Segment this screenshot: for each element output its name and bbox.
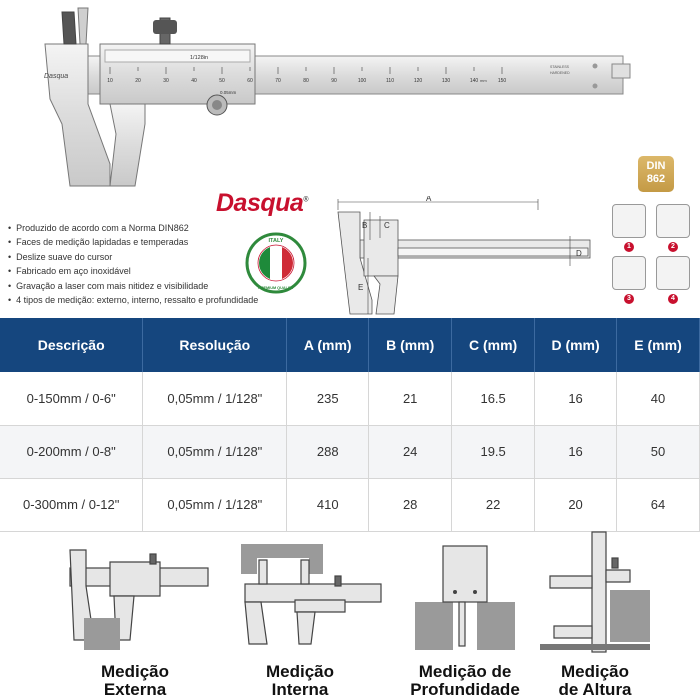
mode-depth-icon — [656, 256, 690, 290]
din-badge — [638, 156, 674, 192]
column-header: B (mm) — [369, 318, 452, 372]
table-cell: 16 — [535, 425, 617, 478]
table-row — [0, 425, 700, 478]
scale-number: 130 — [441, 78, 451, 84]
brand-logo: Dasqua® — [216, 189, 308, 217]
column-header: A (mm) — [287, 318, 369, 372]
feature-item: • Gravação a laser com mais nitidez e visibilidade — [8, 279, 308, 293]
feature-item: • Produzido de acordo com a Norma DIN862 — [8, 221, 308, 235]
scale-number: 150 — [497, 78, 507, 84]
column-header: Resolução — [143, 318, 287, 372]
scale-number: 50 — [219, 78, 225, 84]
height-measurement-illustration — [540, 530, 650, 655]
column-header: D (mm) — [535, 318, 617, 372]
caliper-resolution-engraving: 0.05mm — [220, 90, 237, 95]
table-cell: 19.5 — [452, 425, 535, 478]
internal-measurement-illustration — [235, 540, 385, 650]
mode-internal-icon — [656, 204, 690, 238]
dim-label-a: A — [426, 196, 432, 203]
table-cell: 16 — [535, 372, 617, 425]
table-cell: 24 — [369, 425, 452, 478]
scale-number: 40 — [191, 78, 197, 84]
mode-number: 2 — [668, 242, 678, 252]
scale-number: 10 — [107, 78, 113, 84]
table-cell: 0,05mm / 1/128" — [143, 372, 287, 425]
caliper-brand-engraving: Dasqua — [44, 73, 69, 80]
mode-label-external: Medição Externa — [100, 662, 170, 699]
external-measurement-illustration — [60, 540, 210, 650]
column-header: E (mm) — [617, 318, 700, 372]
table-cell: 0-200mm / 0-8" — [0, 425, 143, 478]
feature-item: • 4 tipos de medição: externo, interno, ressalto e profundidade — [8, 293, 308, 307]
scale-number: 120 — [413, 78, 423, 84]
table-cell: 0-150mm / 0-6" — [0, 372, 143, 425]
specification-table — [0, 318, 700, 532]
dim-label-e: E — [358, 283, 364, 292]
table-cell: 410 — [287, 478, 369, 531]
feature-item: • Deslize suave do cursor — [8, 250, 308, 264]
table-cell: 64 — [617, 478, 700, 531]
table-cell: 288 — [287, 425, 369, 478]
mode-number: 3 — [624, 294, 634, 304]
dim-label-c: C — [384, 221, 390, 230]
table-cell: 21 — [369, 372, 452, 425]
scale-number: 60 — [247, 78, 253, 84]
mode-label-height: Medição de Altura — [558, 662, 632, 699]
column-header: Descrição — [0, 318, 143, 372]
table-cell: 0,05mm / 1/128" — [143, 478, 287, 531]
mode-step-icon — [612, 256, 646, 290]
scale-number: 20 — [135, 78, 141, 84]
table-cell: 235 — [287, 372, 369, 425]
table-cell: 0-300mm / 0-12" — [0, 478, 143, 531]
scale-number: 110 — [386, 78, 394, 84]
badge-top-text: ITALY — [268, 238, 284, 244]
feature-item: • Faces de medição lapidadas e temperadas — [8, 235, 308, 249]
din-label: DIN — [646, 160, 666, 172]
caliper-illustration — [40, 4, 640, 189]
premium-quality-badge — [245, 232, 307, 294]
dim-label-b: B — [362, 221, 368, 230]
column-header: C (mm) — [452, 318, 535, 372]
table-header-row — [0, 318, 700, 372]
scale-top-label: 1/128in — [190, 55, 209, 61]
table-row — [0, 478, 700, 531]
table-cell: 40 — [617, 372, 700, 425]
table-cell: 20 — [535, 478, 617, 531]
dimension-diagram — [330, 196, 600, 320]
caliper-scale-numbers — [107, 78, 506, 84]
mode-number: 4 — [668, 294, 678, 304]
feature-item: • Fabricado em aço inoxidável — [8, 264, 308, 278]
scale-number: 70 — [275, 78, 281, 84]
dim-label-d: D — [576, 249, 582, 258]
table-cell: 28 — [369, 478, 452, 531]
scale-number: 140 — [469, 78, 479, 84]
table-cell: 0,05mm / 1/128" — [143, 425, 287, 478]
mode-label-internal: Medição Interna — [265, 662, 335, 699]
caliper-unit-label: mm — [480, 78, 487, 83]
mode-label-depth: Medição de Profundidade — [410, 662, 520, 699]
badge-bottom-text: PREMIUM QUALITY — [258, 286, 294, 290]
scale-number: 90 — [331, 78, 337, 84]
table-row — [0, 372, 700, 425]
scale-number: 100 — [357, 78, 367, 84]
depth-measurement-illustration — [415, 540, 515, 650]
table-cell: 22 — [452, 478, 535, 531]
caliper-spec-engraving-1: STAINLESS — [550, 65, 569, 69]
mode-external-icon — [612, 204, 646, 238]
din-number: 862 — [646, 173, 666, 185]
table-cell: 50 — [617, 425, 700, 478]
caliper-spec-engraving-2: HARDENED — [550, 71, 570, 75]
scale-number: 80 — [303, 78, 309, 84]
measurement-mode-icons — [612, 204, 694, 302]
scale-number: 30 — [163, 78, 169, 84]
mode-number: 1 — [624, 242, 634, 252]
table-cell: 16.5 — [452, 372, 535, 425]
